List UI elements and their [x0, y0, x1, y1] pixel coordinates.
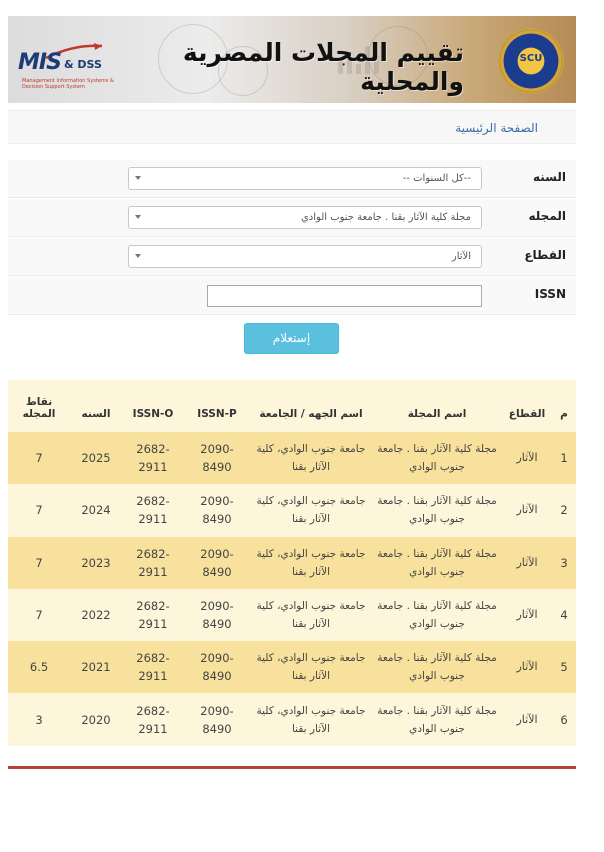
cell-issn-o: 2682-2911 — [122, 537, 184, 589]
table-row — [8, 484, 576, 536]
cell-no: 1 — [552, 432, 576, 484]
cell-no: 2 — [552, 484, 576, 536]
cell-journal: مجلة كلية الآثار بقنا . جامعة جنوب الوادي — [372, 641, 502, 693]
mis-logo-subtitle: Management Information Systems & Decision Support System — [22, 78, 114, 90]
cell-sector: الآثار — [502, 537, 552, 589]
chevron-down-icon — [135, 215, 141, 219]
issn-input[interactable] — [207, 285, 482, 307]
cell-points: 7 — [8, 537, 70, 589]
table-header-row — [8, 380, 576, 432]
header-journal: اسم المجلة — [372, 380, 502, 432]
cell-year: 2024 — [70, 484, 122, 536]
breadcrumb-home-link[interactable]: الصفحة الرئيسية — [455, 121, 538, 135]
cell-year: 2023 — [70, 537, 122, 589]
cell-sector: الآثار — [502, 693, 552, 745]
cell-organization: جامعة جنوب الوادي، كلية الآثار بقنا — [250, 537, 372, 589]
table-row — [8, 693, 576, 745]
chevron-down-icon — [135, 176, 141, 180]
cell-sector: الآثار — [502, 484, 552, 536]
cell-sector: الآثار — [502, 641, 552, 693]
cell-issn-o: 2682-2911 — [122, 693, 184, 745]
year-label: السنه — [532, 170, 566, 184]
journal-row — [8, 199, 576, 237]
year-select-value: --كل السنوات -- — [402, 173, 471, 184]
issn-row — [8, 277, 576, 315]
scu-seal-logo — [500, 30, 562, 92]
cell-points: 7 — [8, 432, 70, 484]
journal-label: المجله — [528, 209, 566, 223]
table-row — [8, 589, 576, 641]
cell-no: 4 — [552, 589, 576, 641]
cell-issn-p: 2090-8490 — [184, 537, 250, 589]
cell-year: 2022 — [70, 589, 122, 641]
header-points: نقاط المجله — [8, 380, 70, 432]
cell-no: 5 — [552, 641, 576, 693]
header-sector: القطاع — [502, 380, 552, 432]
sector-select-value: الآثار — [451, 251, 471, 262]
cell-year: 2025 — [70, 432, 122, 484]
cell-issn-p: 2090-8490 — [184, 693, 250, 745]
sector-select[interactable] — [128, 245, 482, 268]
table-row — [8, 537, 576, 589]
journal-select-value: مجلة كلية الآثار بقنا . جامعة جنوب الوادي — [300, 212, 471, 223]
table-row — [8, 432, 576, 484]
cell-organization: جامعة جنوب الوادي، كلية الآثار بقنا — [250, 589, 372, 641]
header-issn-o: ISSN-O — [122, 380, 184, 432]
cell-journal: مجلة كلية الآثار بقنا . جامعة جنوب الوادي — [372, 589, 502, 641]
chevron-down-icon — [135, 254, 141, 258]
cell-journal: مجلة كلية الآثار بقنا . جامعة جنوب الوادي — [372, 432, 502, 484]
cell-issn-o: 2682-2911 — [122, 641, 184, 693]
sector-row — [8, 238, 576, 276]
cell-no: 3 — [552, 537, 576, 589]
year-select[interactable] — [128, 167, 482, 190]
banner-title: تقييم المجلات المصرية والمحلية — [182, 38, 464, 96]
mis-logo-text: MIS — [18, 50, 61, 75]
cell-points: 3 — [8, 693, 70, 745]
site-banner — [8, 16, 576, 103]
cell-organization: جامعة جنوب الوادي، كلية الآثار بقنا — [250, 641, 372, 693]
header-year: السنه — [70, 380, 122, 432]
cell-no: 6 — [552, 693, 576, 745]
cell-issn-p: 2090-8490 — [184, 484, 250, 536]
year-row — [8, 160, 576, 198]
sector-label: القطاع — [524, 248, 566, 262]
cell-sector: الآثار — [502, 589, 552, 641]
cell-points: 7 — [8, 484, 70, 536]
cell-journal: مجلة كلية الآثار بقنا . جامعة جنوب الوادي — [372, 484, 502, 536]
cell-organization: جامعة جنوب الوادي، كلية الآثار بقنا — [250, 693, 372, 745]
issn-label: ISSN — [534, 287, 566, 301]
cell-organization: جامعة جنوب الوادي، كلية الآثار بقنا — [250, 432, 372, 484]
dss-logo-text: & DSS — [64, 58, 102, 71]
cell-points: 7 — [8, 589, 70, 641]
cell-issn-o: 2682-2911 — [122, 432, 184, 484]
cell-sector: الآثار — [502, 432, 552, 484]
header-no: م — [552, 380, 576, 432]
cell-points: 6.5 — [8, 641, 70, 693]
cell-year: 2021 — [70, 641, 122, 693]
cell-issn-p: 2090-8490 — [184, 641, 250, 693]
cell-issn-p: 2090-8490 — [184, 589, 250, 641]
cell-year: 2020 — [70, 693, 122, 745]
cell-journal: مجلة كلية الآثار بقنا . جامعة جنوب الوادي — [372, 693, 502, 745]
cell-organization: جامعة جنوب الوادي، كلية الآثار بقنا — [250, 484, 372, 536]
cell-journal: مجلة كلية الآثار بقنا . جامعة جنوب الوادي — [372, 537, 502, 589]
table-row — [8, 641, 576, 693]
breadcrumb — [8, 110, 576, 144]
query-button[interactable]: إستعلام — [244, 323, 339, 354]
cell-issn-o: 2682-2911 — [122, 484, 184, 536]
scu-seal-text: SCU — [519, 53, 543, 64]
footer-divider — [8, 766, 576, 769]
header-organization: اسم الجهه / الجامعة — [250, 380, 372, 432]
journal-select[interactable] — [128, 206, 482, 229]
results-table — [8, 380, 576, 746]
header-issn-p: ISSN-P — [184, 380, 250, 432]
cell-issn-o: 2682-2911 — [122, 589, 184, 641]
cell-issn-p: 2090-8490 — [184, 432, 250, 484]
